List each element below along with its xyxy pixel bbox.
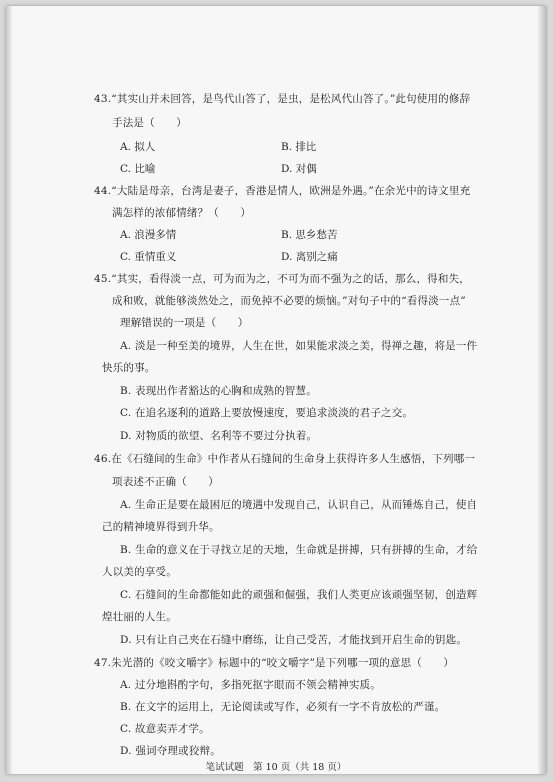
q46-stem-line2: 项表述不正确（ ）	[112, 476, 219, 488]
q47-option-b: B. 在文字的运用上，无论阅读或写作，必须有一字不肯放松的严谨。	[120, 701, 446, 713]
q43-option-d: D. 对偶	[281, 163, 317, 175]
q46-option-a-line2: 己的精神境界得到升华。	[102, 521, 220, 533]
q47-option-d: D. 强词夺理或狡辩。	[120, 745, 221, 757]
q44-option-b: B. 思乡愁苦	[281, 229, 338, 241]
q43-option-a: A. 拟人	[120, 141, 156, 153]
q44-option-d: D. 离别之痛	[281, 251, 338, 263]
q46-option-c-line1: C. 石缝间的生命都能如此的顽强和倔强，我们人类更应该顽强坚韧，创造辉	[120, 589, 478, 601]
q45-option-a-line1: A. 淡是一种至美的境界，人生在世，如果能求淡之美，得禅之趣，将是一件	[120, 340, 478, 352]
q44-option-a: A. 浪漫多情	[120, 229, 177, 241]
q46-option-b-line2: 人以美的享受。	[102, 566, 177, 578]
q45-option-c: C. 在追名逐利的道路上要放慢速度，要追求淡淡的君子之交。	[120, 407, 414, 419]
page-left-edge	[6, 6, 13, 774]
q46-option-a-line1: A. 生命正是要在最困厄的境遇中发现自己，认识自己，从而锤炼自己，使自	[120, 499, 478, 511]
q46-option-b-line1: B. 生命的意义在于寻找立足的天地，生命就是拼搏，只有拼搏的生命，才给	[120, 544, 478, 556]
q43-option-b: B. 排比	[281, 141, 317, 153]
q47-option-a: A. 过分地斟酌字句，多指死抠字眼而不领会精神实质。	[120, 679, 381, 691]
q45-stem-line1: 45.“其实，看得淡一点，可为而为之，不可为而不强为之的话，那么，得和失，	[94, 273, 470, 285]
page-footer: 笔试试题 第 10 页（共 18 页）	[205, 762, 347, 773]
page-right-edge	[537, 6, 546, 774]
q47-option-c: C. 故意卖弄才学。	[120, 723, 210, 735]
q45-option-a-line2: 快乐的事。	[102, 362, 156, 374]
q46-option-d: D. 只有让自己夹在石缝中磨练，让自己受苦，才能找到开启生命的钥匙。	[120, 634, 468, 646]
q46-option-c-line2: 煌壮丽的人生。	[102, 611, 177, 623]
q47-stem: 47.朱光潜的《咬文嚼字》标题中的“咬文嚼字”是下列哪一项的意思（ ）	[94, 657, 455, 669]
q44-stem-line1: 44.“大陆是母亲，台湾是妻子，香港是情人，欧洲是外遇。”在余光中的诗文里充	[94, 185, 471, 197]
exam-page	[6, 6, 546, 774]
q44-stem-line2: 满怎样的浓郁情绪？（ ）	[112, 207, 252, 219]
q45-option-d: D. 对物质的欲望、名利等不要过分执着。	[120, 430, 318, 442]
q46-stem-line1: 46.在《石缝间的生命》中作者从石缝间的生命身上获得许多人生感悟，下列哪一	[94, 453, 476, 465]
q45-stem-line3: 理解错误的一项是（ ）	[120, 317, 249, 329]
q45-option-b: B. 表现出作者豁达的心胸和成熟的智慧。	[120, 385, 317, 397]
q43-stem-line1: 43.“其实山并未回答，是鸟代山答了，是虫，是松风代山答了。”此句使用的修辞	[94, 93, 471, 105]
q43-stem-line2: 手法是（ ）	[112, 117, 187, 129]
q45-stem-line2: 成和败，就能够淡然处之，而免掉不必要的烦恼。”对句子中的“看得淡一点”	[112, 295, 466, 307]
q43-option-c: C. 比喻	[120, 163, 156, 175]
q44-option-c: C. 重情重义	[120, 251, 177, 263]
